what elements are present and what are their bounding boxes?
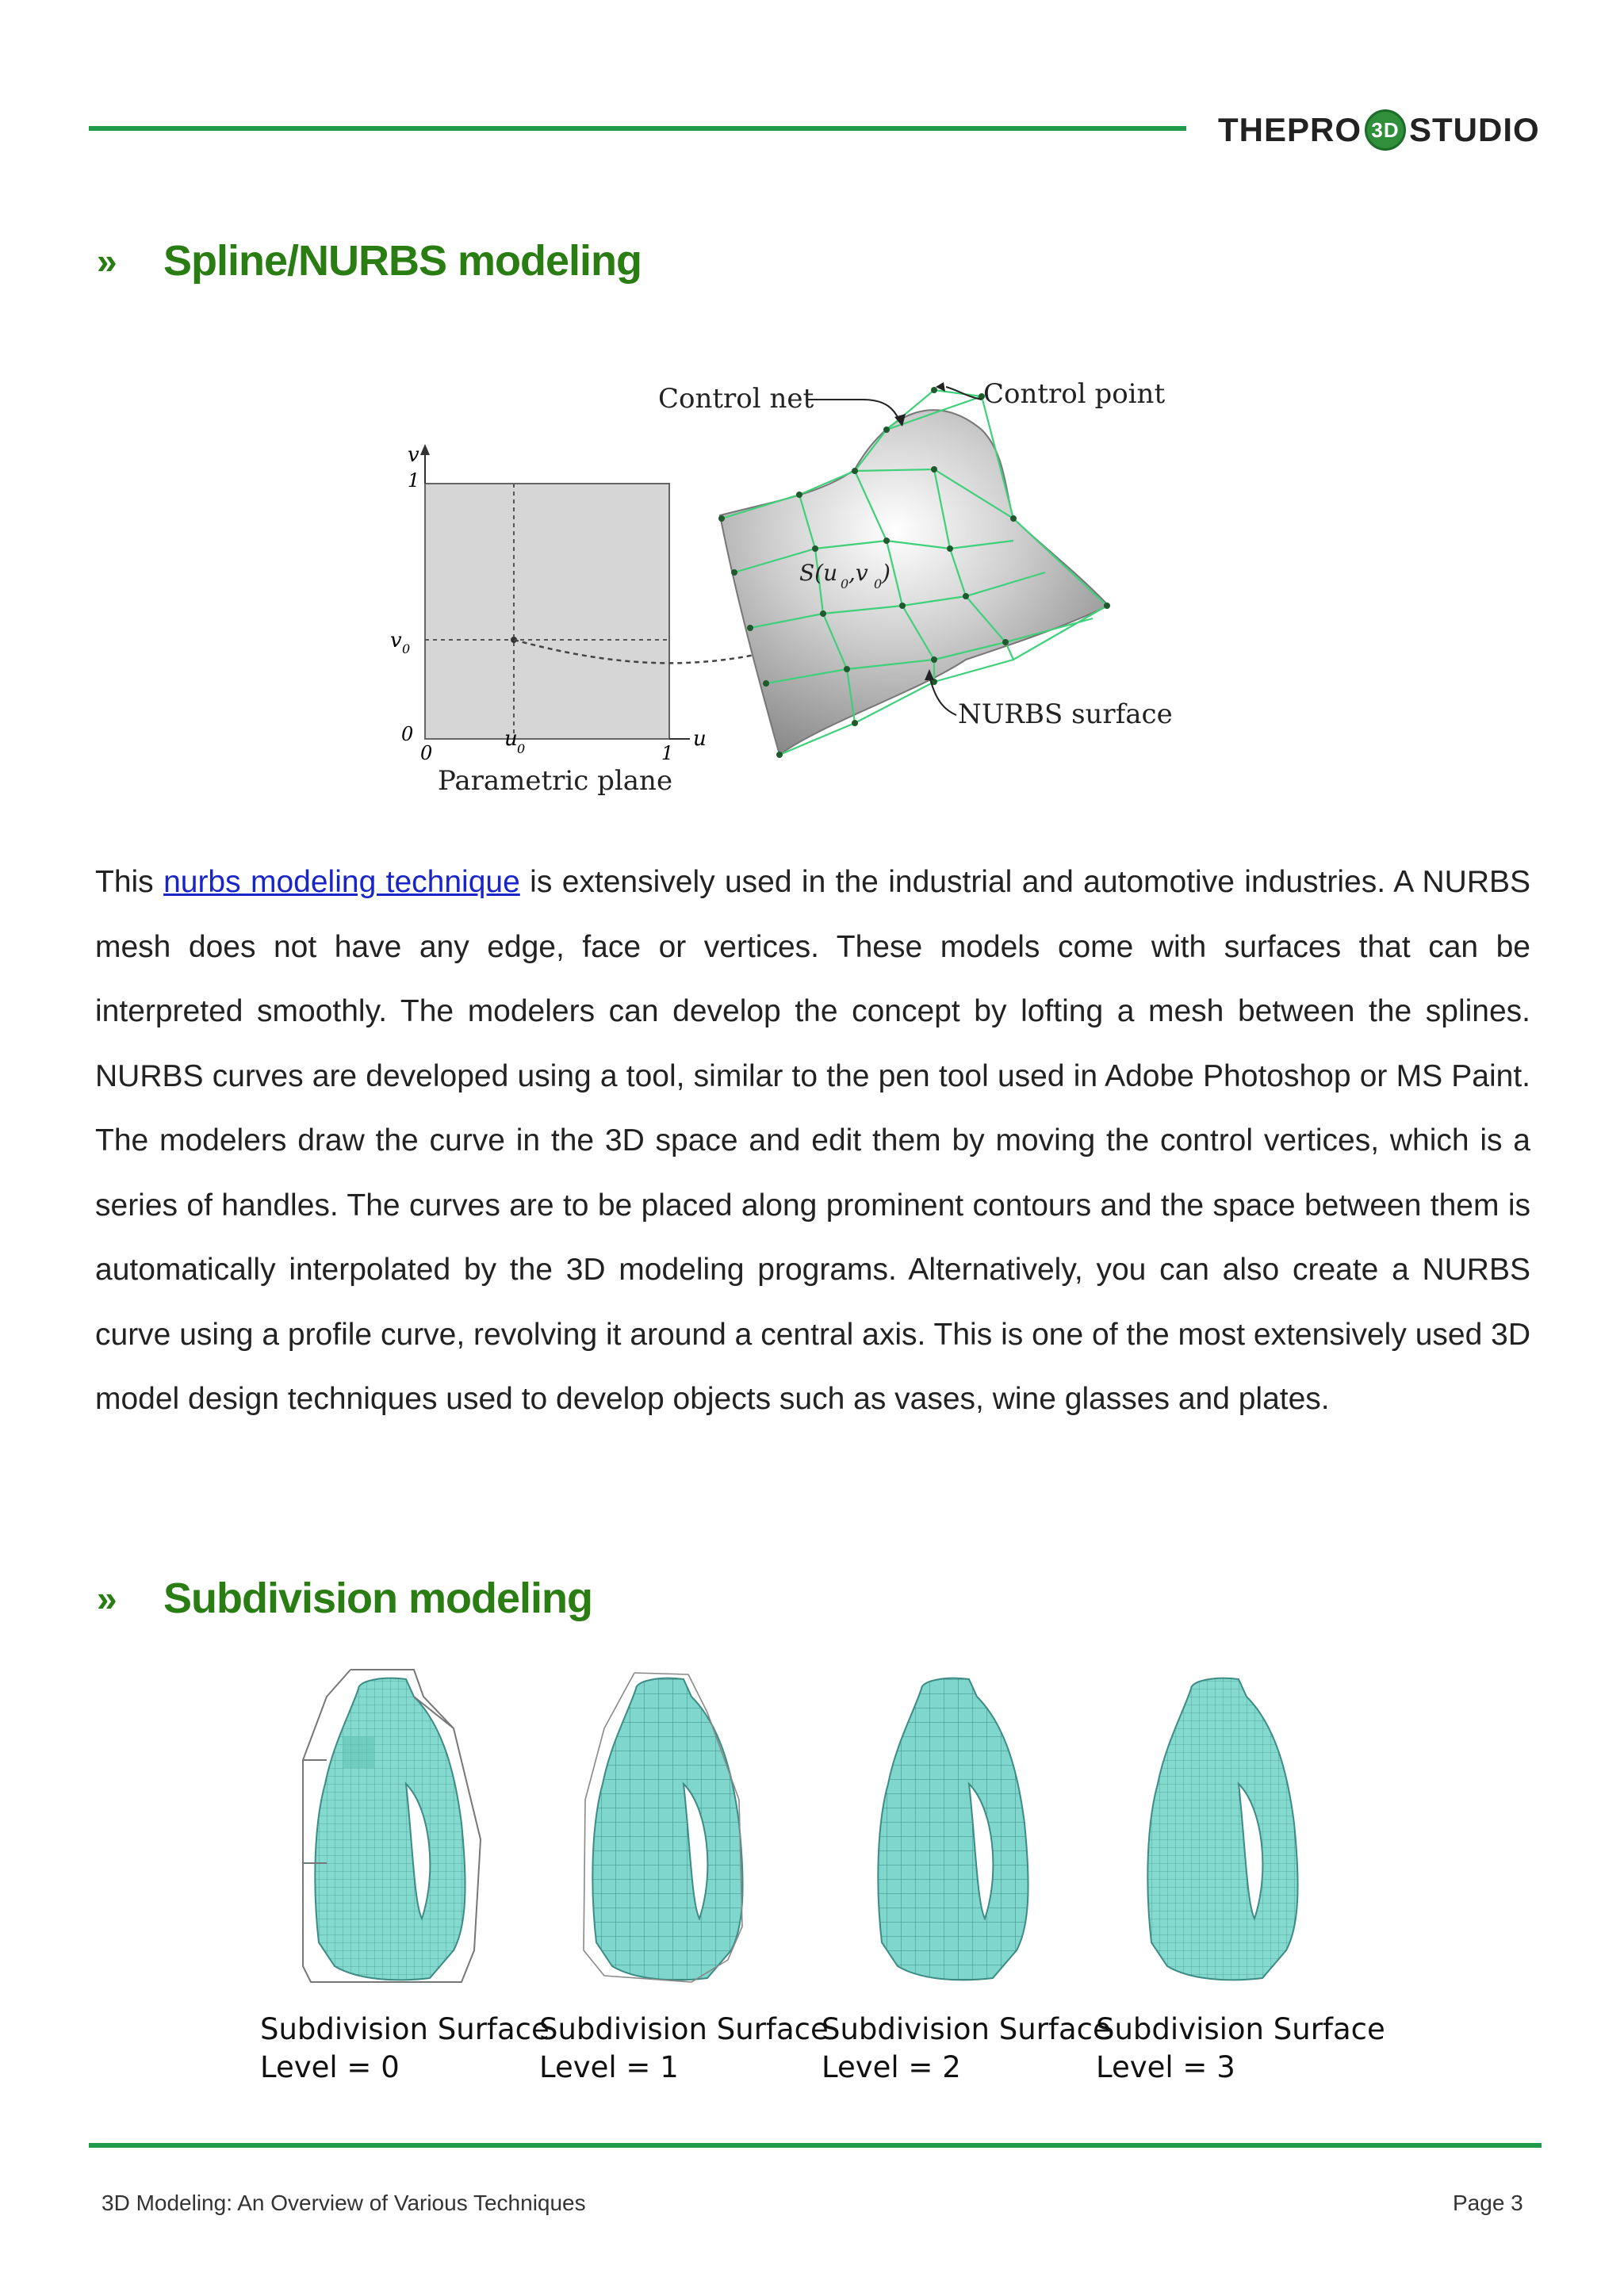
u-zero-label: 0 bbox=[420, 742, 433, 764]
nurbs-diagram bbox=[379, 311, 1254, 802]
caption-title: Subdivision Surface bbox=[260, 2012, 550, 2046]
body-paragraph bbox=[95, 850, 1530, 1432]
u-label: u bbox=[693, 727, 707, 751]
bottle-level-3 bbox=[1147, 1678, 1297, 1980]
origin-label: 0 bbox=[401, 723, 414, 745]
caption-level-0 bbox=[260, 2011, 550, 2087]
caption-level: Level = 3 bbox=[1096, 2050, 1235, 2084]
caption-level-3 bbox=[1096, 2011, 1385, 2087]
control-net-label: Control net bbox=[658, 383, 814, 415]
section-heading: Spline/NURBS modeling bbox=[163, 237, 642, 285]
bottle-level-2 bbox=[878, 1678, 1028, 1980]
v-one-label: 1 bbox=[408, 469, 420, 492]
bottle-level-1 bbox=[584, 1673, 743, 1982]
paragraph-lead: This bbox=[95, 865, 164, 899]
section-title-nurbs bbox=[97, 236, 642, 285]
logo-3d-badge: 3D bbox=[1365, 109, 1406, 151]
paragraph-body: is extensively used in the industrial and automotive industries. A NURBS mesh does not have any edge, face or vertices. These models come with surfaces that can be interpreted smoothly. The modelers can develop the concept by lofting a mesh between the splines. NURBS curves are developed using a tool, similar to the pen tool used in Adobe Photoshop or MS Paint. The modelers draw the curve in the 3D space and edit them by moving the control vertices, which is a series of handles. The curves are to be placed along prominent contours and the space between them is automatically interpolated by the 3D modeling programs. Alternatively, you can also create a NURBS curve using a profile curve, revolving it around a central axis. This is one of the most extensively used 3D model design techniques used to develop objects such as vases, wine glasses and plates. bbox=[95, 865, 1531, 1416]
parametric-plane bbox=[425, 484, 669, 739]
company-logo bbox=[1218, 108, 1540, 152]
logo-text-left: THEPRO bbox=[1218, 111, 1362, 148]
u0-label: u bbox=[504, 727, 518, 751]
parametric-plane-caption: Parametric plane bbox=[438, 765, 673, 797]
caption-level: Level = 0 bbox=[260, 2050, 400, 2084]
caption-title: Subdivision Surface bbox=[822, 2012, 1111, 2046]
footer-document-title: 3D Modeling: An Overview of Various Techniques bbox=[102, 2191, 586, 2215]
u-one-label: 1 bbox=[661, 742, 674, 764]
footer-rule bbox=[89, 2143, 1542, 2148]
logo-text-right: STUDIO bbox=[1409, 111, 1540, 148]
svg-text:0: 0 bbox=[874, 576, 883, 591]
v-label: v bbox=[408, 443, 419, 467]
svg-text:,v: ,v bbox=[848, 560, 868, 586]
v0-label: v bbox=[390, 629, 402, 652]
section-heading: Subdivision modeling bbox=[163, 1575, 593, 1622]
caption-title: Subdivision Surface bbox=[1096, 2012, 1385, 2046]
v0-subscript: 0 bbox=[402, 641, 411, 656]
footer-page-number: Page 3 bbox=[1453, 2191, 1523, 2215]
u0-subscript: 0 bbox=[517, 741, 526, 756]
caption-title: Subdivision Surface bbox=[539, 2012, 829, 2046]
chevron-icon: » bbox=[97, 1578, 117, 1619]
svg-text:0: 0 bbox=[841, 576, 849, 591]
svg-text:S(u: S(u bbox=[799, 560, 838, 586]
svg-text:): ) bbox=[882, 560, 891, 586]
v-arrow-icon bbox=[420, 444, 430, 455]
caption-level-2 bbox=[822, 2011, 1111, 2087]
control-point-label: Control point bbox=[983, 378, 1166, 410]
nurbs-surface-label: NURBS surface bbox=[958, 698, 1173, 730]
caption-level: Level = 2 bbox=[822, 2050, 961, 2084]
caption-level-1 bbox=[539, 2011, 829, 2087]
chevron-icon: » bbox=[97, 240, 117, 281]
bottle-level-0 bbox=[303, 1670, 481, 1982]
header-rule bbox=[89, 126, 1186, 131]
caption-level: Level = 1 bbox=[539, 2050, 679, 2084]
nurbs-technique-link[interactable]: nurbs modeling technique bbox=[163, 865, 520, 899]
section-title-subdivision bbox=[97, 1574, 592, 1623]
